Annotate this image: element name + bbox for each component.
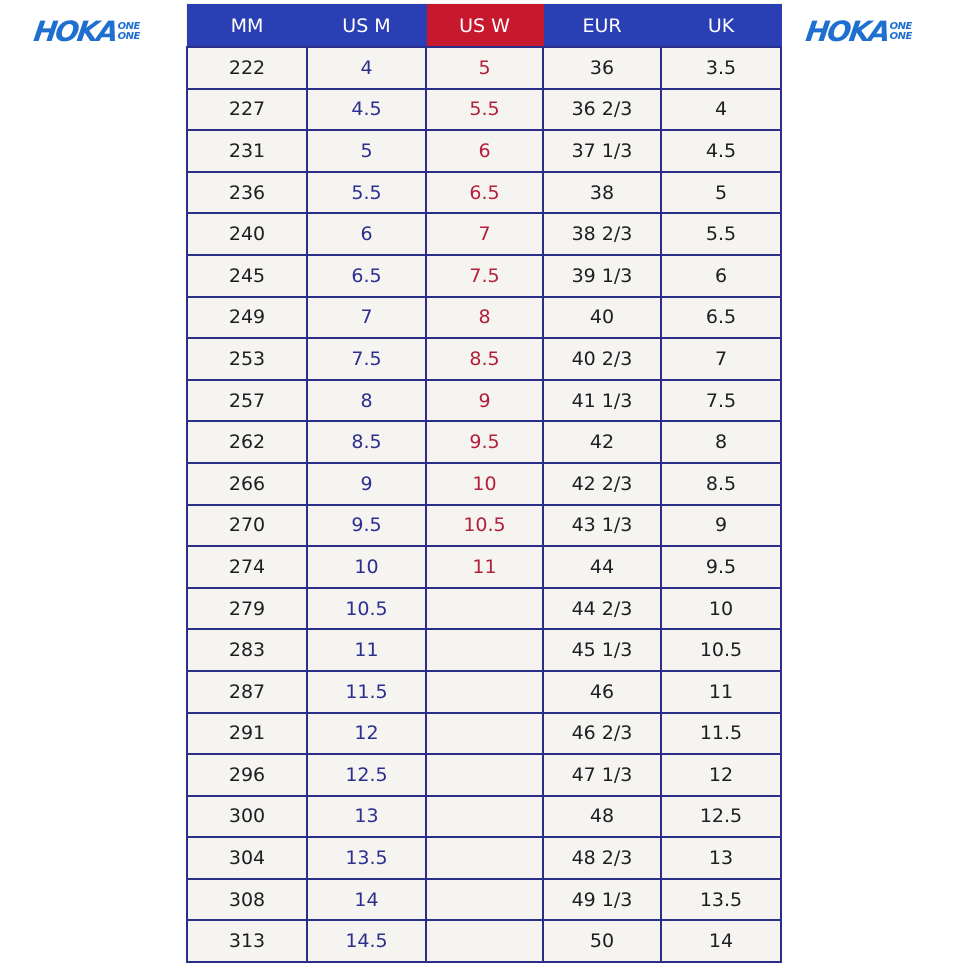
cell-mm: 308 xyxy=(187,879,307,921)
cell-uk: 10 xyxy=(661,588,781,630)
cell-us-w xyxy=(426,796,543,838)
table-row xyxy=(187,588,781,630)
cell-us-m: 8.5 xyxy=(307,421,426,463)
cell-uk: 14 xyxy=(661,920,781,962)
cell-us-m: 7.5 xyxy=(307,338,426,380)
cell-us-m: 6.5 xyxy=(307,255,426,297)
cell-mm: 296 xyxy=(187,754,307,796)
cell-uk: 13.5 xyxy=(661,879,781,921)
cell-us-w: 6.5 xyxy=(426,172,543,214)
cell-us-w xyxy=(426,713,543,755)
cell-uk: 9.5 xyxy=(661,546,781,588)
cell-us-m: 12.5 xyxy=(307,754,426,796)
cell-mm: 283 xyxy=(187,629,307,671)
cell-eur: 48 xyxy=(543,796,661,838)
table-row xyxy=(187,421,781,463)
cell-us-w xyxy=(426,920,543,962)
cell-us-w xyxy=(426,837,543,879)
cell-us-m: 4.5 xyxy=(307,89,426,131)
cell-uk: 9 xyxy=(661,505,781,547)
cell-us-m: 8 xyxy=(307,380,426,422)
logo-brand: HOKA xyxy=(803,15,891,48)
table-row xyxy=(187,879,781,921)
cell-uk: 4.5 xyxy=(661,130,781,172)
cell-eur: 38 xyxy=(543,172,661,214)
cell-eur: 40 xyxy=(543,297,661,339)
cell-uk: 8 xyxy=(661,421,781,463)
cell-us-m: 13.5 xyxy=(307,837,426,879)
table-body xyxy=(187,47,781,962)
cell-mm: 240 xyxy=(187,213,307,255)
cell-us-w: 8.5 xyxy=(426,338,543,380)
cell-uk: 5.5 xyxy=(661,213,781,255)
cell-mm: 236 xyxy=(187,172,307,214)
logo-tag xyxy=(118,22,140,42)
table-row xyxy=(187,713,781,755)
cell-eur: 38 2/3 xyxy=(543,213,661,255)
cell-eur: 44 2/3 xyxy=(543,588,661,630)
cell-uk: 6.5 xyxy=(661,297,781,339)
cell-mm: 231 xyxy=(187,130,307,172)
header-mm: MM xyxy=(187,5,307,48)
table-row xyxy=(187,130,781,172)
cell-mm: 222 xyxy=(187,47,307,89)
logo-tag-line1: ONE xyxy=(117,21,140,32)
table-row xyxy=(187,89,781,131)
cell-uk: 12.5 xyxy=(661,796,781,838)
cell-us-w: 5.5 xyxy=(426,89,543,131)
table-row xyxy=(187,546,781,588)
table-row xyxy=(187,47,781,89)
cell-uk: 3.5 xyxy=(661,47,781,89)
cell-us-w xyxy=(426,754,543,796)
logo-tag-line2: ONE xyxy=(889,31,912,42)
header-row xyxy=(187,5,781,48)
cell-eur: 46 xyxy=(543,671,661,713)
table-row xyxy=(187,255,781,297)
cell-mm: 249 xyxy=(187,297,307,339)
table-row xyxy=(187,213,781,255)
cell-eur: 43 1/3 xyxy=(543,505,661,547)
cell-mm: 262 xyxy=(187,421,307,463)
hoka-logo-right xyxy=(803,15,912,48)
cell-mm: 270 xyxy=(187,505,307,547)
cell-us-m: 5.5 xyxy=(307,172,426,214)
table-row xyxy=(187,837,781,879)
cell-uk: 8.5 xyxy=(661,463,781,505)
cell-uk: 13 xyxy=(661,837,781,879)
cell-mm: 300 xyxy=(187,796,307,838)
logo-tag xyxy=(890,22,912,42)
cell-us-w xyxy=(426,671,543,713)
table-row xyxy=(187,920,781,962)
cell-eur: 36 xyxy=(543,47,661,89)
cell-uk: 5 xyxy=(661,172,781,214)
cell-us-m: 14.5 xyxy=(307,920,426,962)
cell-eur: 44 xyxy=(543,546,661,588)
header-uk: UK xyxy=(661,5,781,48)
cell-eur: 50 xyxy=(543,920,661,962)
logo-tag-line1: ONE xyxy=(889,21,912,32)
cell-us-m: 10.5 xyxy=(307,588,426,630)
hoka-logo-left xyxy=(31,15,140,48)
logo-tag-line2: ONE xyxy=(117,31,140,42)
cell-us-w: 6 xyxy=(426,130,543,172)
cell-us-w xyxy=(426,629,543,671)
cell-uk: 4 xyxy=(661,89,781,131)
cell-mm: 279 xyxy=(187,588,307,630)
header-us-w: US W xyxy=(426,5,543,48)
cell-mm: 274 xyxy=(187,546,307,588)
table-row xyxy=(187,380,781,422)
header-eur: EUR xyxy=(543,5,661,48)
cell-us-m: 11 xyxy=(307,629,426,671)
cell-us-m: 6 xyxy=(307,213,426,255)
cell-eur: 42 xyxy=(543,421,661,463)
cell-mm: 266 xyxy=(187,463,307,505)
cell-us-w: 7.5 xyxy=(426,255,543,297)
cell-uk: 7.5 xyxy=(661,380,781,422)
table-row xyxy=(187,338,781,380)
cell-mm: 245 xyxy=(187,255,307,297)
table-row xyxy=(187,297,781,339)
table-row xyxy=(187,671,781,713)
size-conversion-table xyxy=(186,4,782,963)
cell-mm: 257 xyxy=(187,380,307,422)
cell-eur: 48 2/3 xyxy=(543,837,661,879)
cell-eur: 39 1/3 xyxy=(543,255,661,297)
cell-us-w: 8 xyxy=(426,297,543,339)
table-row xyxy=(187,463,781,505)
table-row xyxy=(187,172,781,214)
cell-us-w: 5 xyxy=(426,47,543,89)
cell-us-w xyxy=(426,879,543,921)
cell-eur: 47 1/3 xyxy=(543,754,661,796)
cell-us-w: 11 xyxy=(426,546,543,588)
cell-eur: 41 1/3 xyxy=(543,380,661,422)
cell-uk: 10.5 xyxy=(661,629,781,671)
cell-uk: 11 xyxy=(661,671,781,713)
cell-uk: 12 xyxy=(661,754,781,796)
cell-mm: 227 xyxy=(187,89,307,131)
cell-us-m: 4 xyxy=(307,47,426,89)
cell-mm: 287 xyxy=(187,671,307,713)
cell-us-m: 5 xyxy=(307,130,426,172)
table-row xyxy=(187,796,781,838)
cell-us-w: 10 xyxy=(426,463,543,505)
table-row xyxy=(187,629,781,671)
cell-us-m: 13 xyxy=(307,796,426,838)
cell-eur: 42 2/3 xyxy=(543,463,661,505)
cell-us-m: 14 xyxy=(307,879,426,921)
cell-us-m: 12 xyxy=(307,713,426,755)
cell-us-w: 9.5 xyxy=(426,421,543,463)
cell-us-m: 11.5 xyxy=(307,671,426,713)
table-row xyxy=(187,505,781,547)
cell-us-m: 9.5 xyxy=(307,505,426,547)
cell-eur: 36 2/3 xyxy=(543,89,661,131)
cell-mm: 304 xyxy=(187,837,307,879)
cell-us-w: 7 xyxy=(426,213,543,255)
table-row xyxy=(187,754,781,796)
cell-us-w xyxy=(426,588,543,630)
cell-eur: 45 1/3 xyxy=(543,629,661,671)
cell-uk: 6 xyxy=(661,255,781,297)
cell-us-m: 10 xyxy=(307,546,426,588)
cell-eur: 49 1/3 xyxy=(543,879,661,921)
cell-us-w: 10.5 xyxy=(426,505,543,547)
cell-us-m: 7 xyxy=(307,297,426,339)
cell-uk: 11.5 xyxy=(661,713,781,755)
cell-eur: 40 2/3 xyxy=(543,338,661,380)
cell-mm: 313 xyxy=(187,920,307,962)
header-us-m: US M xyxy=(307,5,426,48)
cell-uk: 7 xyxy=(661,338,781,380)
cell-mm: 253 xyxy=(187,338,307,380)
cell-eur: 46 2/3 xyxy=(543,713,661,755)
cell-mm: 291 xyxy=(187,713,307,755)
logo-brand: HOKA xyxy=(31,15,119,48)
cell-eur: 37 1/3 xyxy=(543,130,661,172)
cell-us-w: 9 xyxy=(426,380,543,422)
cell-us-m: 9 xyxy=(307,463,426,505)
